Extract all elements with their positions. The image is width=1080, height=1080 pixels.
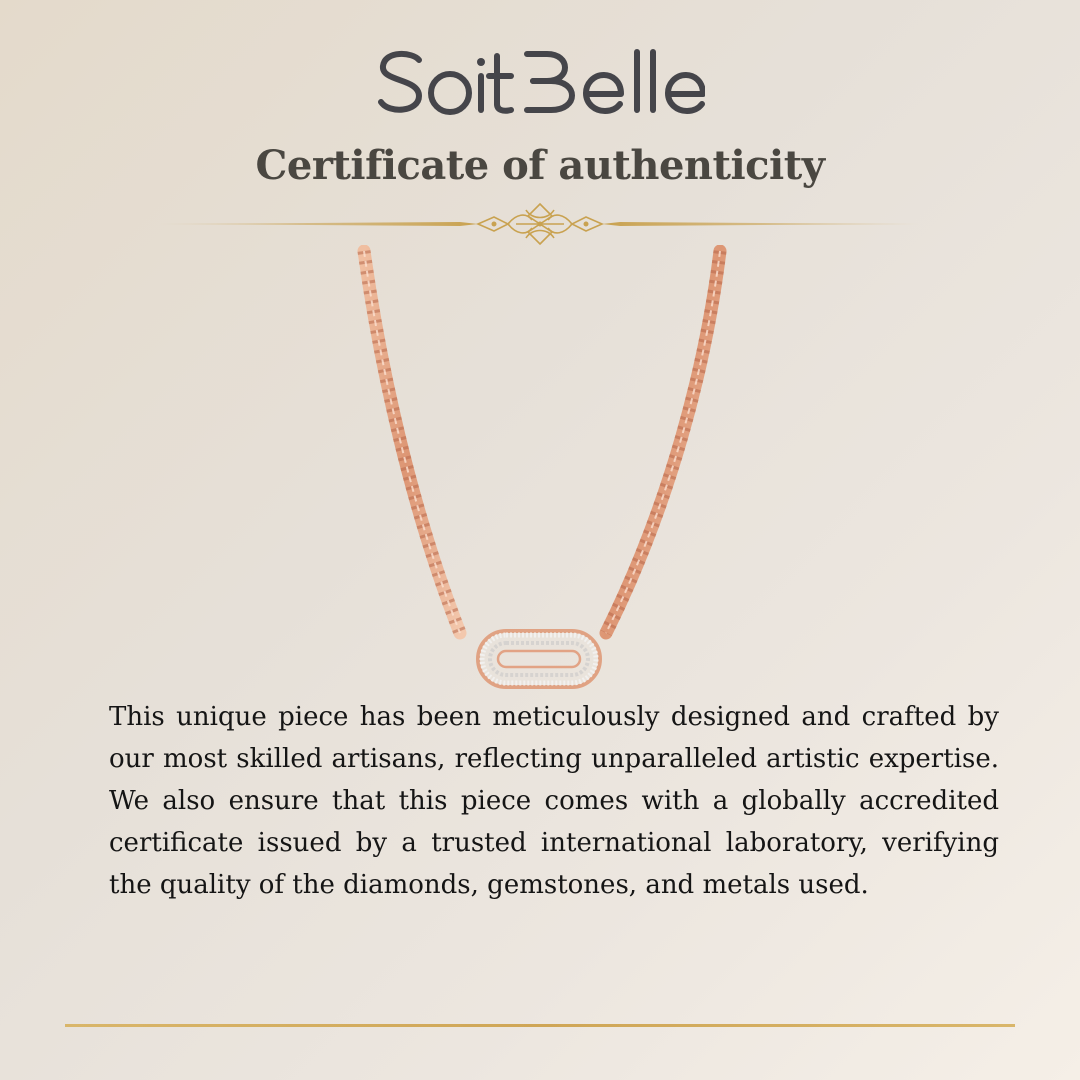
brand-name <box>0 38 1 39</box>
ornamental-divider-icon <box>160 200 920 248</box>
brand-logo <box>0 38 1080 128</box>
certificate-body-text: This unique piece has been meticulously designed and crafted by our most skilled artisans, reflecting unparalleled artistic expertise. We also ensure that this piece comes with a globally accredited certificate issued by a trusted international laboratory, verifying the quality of the diamonds, gemstones, and metals used. <box>109 702 999 900</box>
bottom-divider <box>65 1024 1015 1027</box>
certificate-title: Certificate of authenticity <box>255 142 825 189</box>
necklace-image <box>340 245 740 695</box>
brand-logo-mark <box>375 38 705 128</box>
